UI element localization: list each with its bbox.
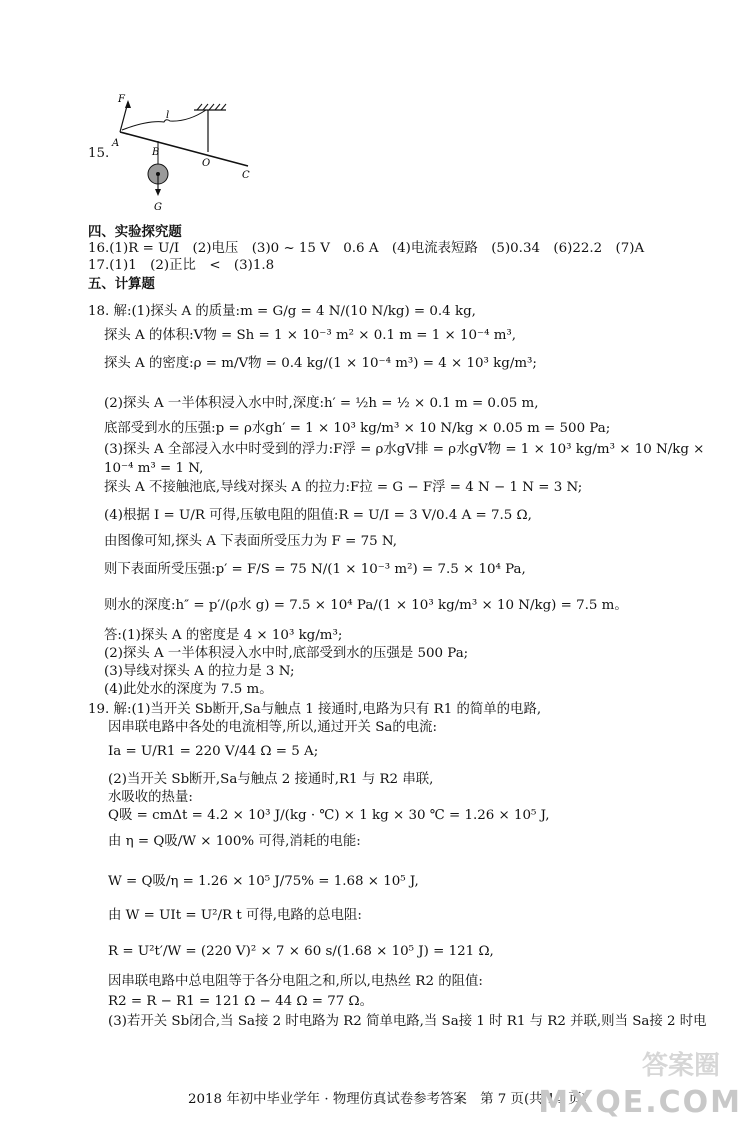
- lever-diagram: [108, 88, 268, 218]
- q19-line-5: 水吸收的热量:: [108, 790, 193, 805]
- q18-line-1: 18. 解:(1)探头 A 的质量:m = G/g = 4 N/(10 N/kg) = 0.4 kg,: [88, 304, 476, 319]
- q18-line-12: 则水的深度:h″ = p′/(ρ水 g) = 7.5 × 10⁴ Pa/(1 × 10³ kg/m³ × 10 N/kg) = 7.5 m。: [104, 598, 628, 613]
- q18-line-4: (2)探头 A 一半体积浸入水中时,深度:h′ = ½h = ½ × 0.1 m = 0.05 m,: [104, 396, 539, 411]
- q19-line-4: (2)当开关 Sb断开,Sa与触点 2 接通时,R1 与 R2 串联,: [108, 772, 434, 787]
- q18-answer-4: (4)此处水的深度为 7.5 m。: [104, 682, 273, 697]
- q18-line-7: 10⁻⁴ m³ = 1 N,: [104, 461, 204, 476]
- page-footer: 2018 年初中毕业学年 · 物理仿真试卷参考答案 第 7 页(共 14 页): [188, 1092, 587, 1107]
- q19-line-12: R2 = R − R1 = 121 Ω − 44 Ω = 77 Ω。: [108, 994, 374, 1009]
- q19-line-7: 由 η = Q吸/W × 100% 可得,消耗的电能:: [108, 834, 361, 849]
- q19-line-11: 因串联电路中总电阻等于各分电阻之和,所以,电热丝 R2 的阻值:: [108, 974, 483, 989]
- q18-line-3: 探头 A 的密度:ρ = m/V物 = 0.4 kg/(1 × 10⁻⁴ m³) = 4 × 10³ kg/m³;: [104, 356, 537, 371]
- answer-17: 17.(1)1 (2)正比 < (3)1.8: [88, 258, 275, 273]
- q18-answer-2: (2)探头 A 一半体积浸入水中时,底部受到水的压强是 500 Pa;: [104, 646, 469, 661]
- q19-line-6: Q吸 = cmΔt = 4.2 × 10³ J/(kg · ℃) × 1 kg × 30 ℃ = 1.26 × 10⁵ J,: [108, 808, 550, 823]
- q18-answer-3: (3)导线对探头 A 的拉力是 3 N;: [104, 664, 295, 679]
- label-C: C: [242, 170, 250, 181]
- q18-answer-1: 答:(1)探头 A 的密度是 4 × 10³ kg/m³;: [104, 628, 343, 643]
- label-G: G: [154, 202, 162, 213]
- answer-16: 16.(1)R = U/I (2)电压 (3)0 ~ 15 V 0.6 A (4)电流表短路 (5)0.34 (6)22.2 (7)A: [88, 241, 645, 256]
- q18-line-2: 探头 A 的体积:V物 = Sh = 1 × 10⁻³ m² × 0.1 m = 1 × 10⁻⁴ m³,: [104, 328, 517, 343]
- section-heading-experiment: 四、实验探究题: [88, 224, 182, 240]
- q19-line-1: 19. 解:(1)当开关 Sb断开,Sa与触点 1 接通时,电路为只有 R1 的简单的电路,: [88, 702, 542, 717]
- label-F: F: [118, 94, 125, 105]
- label-l: l: [166, 110, 170, 121]
- q18-line-11: 则下表面所受压强:p′ = F/S = 75 N/(1 × 10⁻³ m²) = 7.5 × 10⁴ Pa,: [104, 562, 526, 577]
- q19-line-2: 因串联电路中各处的电流相等,所以,通过开关 Sa的电流:: [108, 720, 438, 735]
- section-heading-calculation: 五、计算题: [88, 276, 155, 292]
- question-15-number: 15.: [88, 146, 110, 161]
- q18-line-9: (4)根据 I = U/R 可得,压敏电阻的阻值:R = U/I = 3 V/0.4 A = 7.5 Ω,: [104, 508, 532, 523]
- label-B: B: [152, 147, 160, 158]
- q19-line-8: W = Q吸/η = 1.26 × 10⁵ J/75% = 1.68 × 10⁵ J,: [108, 874, 419, 889]
- label-O: O: [202, 158, 211, 169]
- label-A: A: [112, 138, 120, 149]
- q19-line-10: R = U²t′/W = (220 V)² × 7 × 60 s/(1.68 × 10⁵ J) = 121 Ω,: [108, 944, 494, 959]
- q19-line-9: 由 W = UIt = U²/R t 可得,电路的总电阻:: [108, 908, 362, 923]
- watermark-logo: 答案圈: [641, 1051, 720, 1081]
- q18-line-10: 由图像可知,探头 A 下表面所受压力为 F = 75 N,: [104, 534, 397, 549]
- q18-line-8: 探头 A 不接触池底,导线对探头 A 的拉力:F拉 = G − F浮 = 4 N − 1 N = 3 N;: [104, 480, 583, 495]
- q18-line-6: (3)探头 A 全部浸入水中时受到的浮力:F浮 = ρ水gV排 = ρ水gV物 = 1 × 10³ kg/m³ × 10 N/kg ×: [104, 442, 705, 457]
- q19-line-3: Ia = U/R1 = 220 V/44 Ω = 5 A;: [108, 744, 319, 759]
- q19-line-13: (3)若开关 Sb闭合,当 Sa接 2 时电路为 R2 简单电路,当 Sa接 1 时 R1 与 R2 并联,则当 Sa接 2 时电: [108, 1014, 707, 1029]
- q18-line-5: 底部受到水的压强:p = ρ水gh′ = 1 × 10³ kg/m³ × 10 N/kg × 0.05 m = 500 Pa;: [104, 421, 611, 436]
- watermark-url: MXQE.COM: [538, 1085, 742, 1120]
